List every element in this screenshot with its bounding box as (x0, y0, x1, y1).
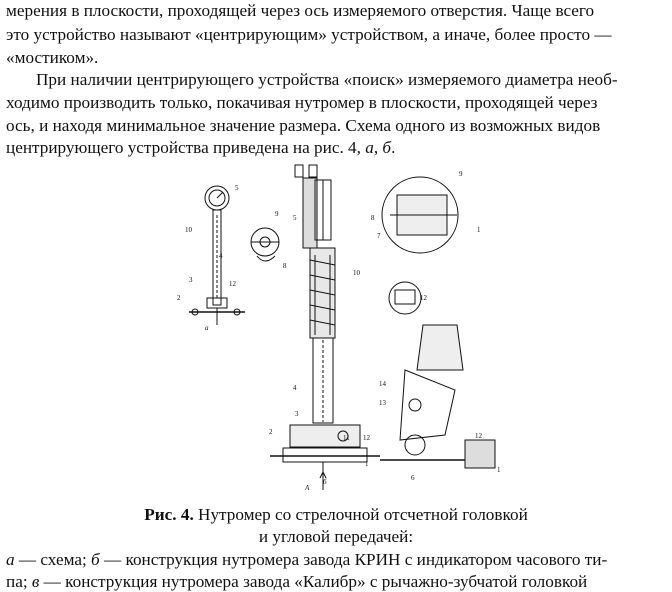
caption-v-text: — конструкция нутромера завода «Калибр» с рычажно-зубчатой головкой (39, 572, 588, 591)
label-2a: 2 (177, 294, 181, 302)
caption-line3 (6, 550, 607, 570)
label-12v: 12 (420, 294, 427, 302)
label-13v: 13 (379, 399, 386, 407)
figure-ref-sep: , (373, 138, 383, 157)
label-a: а (205, 324, 209, 332)
label-14v: 14 (379, 380, 386, 388)
label-8a: 8 (283, 262, 287, 270)
label-1v2: 1 (497, 466, 501, 474)
paragraph2-line1: При наличии центрирующего устройства «поиск» измеряемого диаметра необ- (36, 70, 618, 89)
caption-v: в (31, 572, 40, 591)
technical-drawing (165, 160, 505, 500)
label-5b: 5 (293, 214, 297, 222)
label-6v: 6 (411, 474, 415, 482)
label-3a: 3 (189, 276, 193, 284)
caption-title-line2: и угловой передачей: (258, 527, 414, 546)
label-b: б (323, 478, 327, 486)
caption-line1 (0, 505, 672, 525)
paragraph2-line4-text: центрирующего устройства приведена на рис. 4, (6, 138, 366, 157)
label-2b: 2 (269, 428, 273, 436)
label-12b: 12 (363, 434, 370, 442)
figure-ref-b: б (382, 138, 392, 157)
label-11b: 11 (343, 434, 350, 442)
label-7v: 7 (377, 232, 381, 240)
paragraph2-line2: ходимо производить только, покачивая нутромер в плоскости, проходящей через (6, 93, 598, 112)
label-12v2: 12 (475, 432, 482, 440)
caption-b: б (91, 550, 100, 569)
caption-title-line1: Нутромер со стрелочной отсчетной головкой (193, 505, 528, 524)
lever-body (400, 370, 455, 440)
caption-a-text: — схема; (14, 550, 92, 569)
label-12a: 12 (229, 280, 236, 288)
detail-circle-middle (389, 282, 421, 314)
label-9a: 9 (275, 210, 279, 218)
label-3b: 3 (295, 410, 299, 418)
label-10: 10 (185, 226, 192, 234)
label-1v: 1 (477, 226, 481, 234)
figure-ref-end: . (391, 138, 396, 157)
caption-a: а (6, 550, 15, 569)
drawing-part-a (189, 186, 279, 325)
paragraph2-line3: ось, и находя минимальное значение размера. Схема одного из возможных видов (6, 116, 601, 135)
adjusting-knob (465, 440, 495, 468)
label-4b: 4 (293, 384, 297, 392)
caption-line4-pre: па; (6, 572, 32, 591)
label-5: 5 (235, 184, 239, 192)
label-4a: 4 (219, 252, 223, 260)
paragraph2-line4 (6, 138, 395, 158)
figure-label: Рис. 4. (144, 505, 194, 524)
paragraph1-line1: мерения в плоскости, проходящей через ось измеряемого отверстия. Чаще всего (6, 1, 595, 20)
drawing-part-v (380, 177, 495, 468)
label-9v: 9 (459, 170, 463, 178)
indicator-housing (417, 325, 463, 370)
label-8v: 8 (371, 214, 375, 222)
paragraph1-line3: «мостиком». (6, 48, 99, 67)
figure-ref-a: а (365, 138, 374, 157)
label-A: А (305, 484, 310, 492)
label-10b: 10 (353, 269, 360, 277)
caption-line4 (6, 572, 587, 592)
label-1b: 1 (365, 460, 369, 468)
paragraph1-line2: это устройство называют «центрирующим» устройством, а иначе, более просто — (6, 25, 612, 44)
caption-b-text: — конструкция нутромера завода КРИН с индикатором часового ти- (99, 550, 608, 569)
